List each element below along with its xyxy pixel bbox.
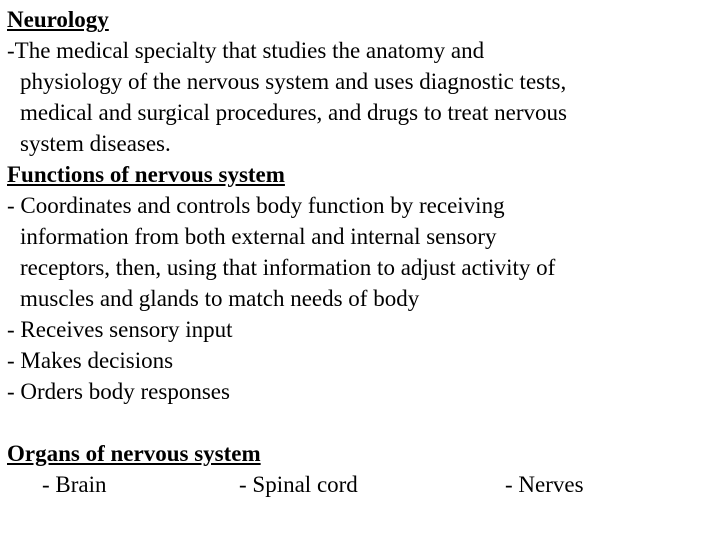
definition-line: -The medical specialty that studies the anatomy and <box>7 38 485 63</box>
definition-line: system diseases. <box>20 131 171 156</box>
function-item-makes-decisions: - Makes decisions <box>7 348 174 373</box>
organs-heading: Organs of nervous system <box>7 441 261 466</box>
definition-line: medical and surgical procedures, and drugs to treat nervous <box>20 100 567 125</box>
slide-content <box>7 4 713 500</box>
function-item-coordinates <box>7 190 713 314</box>
function-item-orders-responses: - Orders body responses <box>7 379 230 404</box>
organs-list <box>7 469 713 500</box>
definition-line: physiology of the nervous system and uses diagnostic tests, <box>20 69 567 94</box>
neurology-definition <box>7 35 713 159</box>
function-line: - Coordinates and controls body function by receiving <box>7 193 505 218</box>
function-line: receptors, then, using that information to adjust activity of <box>20 255 556 280</box>
functions-list <box>7 190 713 407</box>
function-line: information from both external and internal sensory <box>20 224 497 249</box>
organ-item-spinal-cord: - Spinal cord <box>239 472 358 497</box>
organ-item-brain: - Brain <box>42 472 107 497</box>
organ-item-nerves: - Nerves <box>505 472 584 497</box>
neurology-heading: Neurology <box>7 7 109 32</box>
functions-heading: Functions of nervous system <box>7 162 285 187</box>
function-item-receives-input: - Receives sensory input <box>7 317 233 342</box>
function-line: muscles and glands to match needs of body <box>20 286 420 311</box>
spacer <box>7 407 713 438</box>
